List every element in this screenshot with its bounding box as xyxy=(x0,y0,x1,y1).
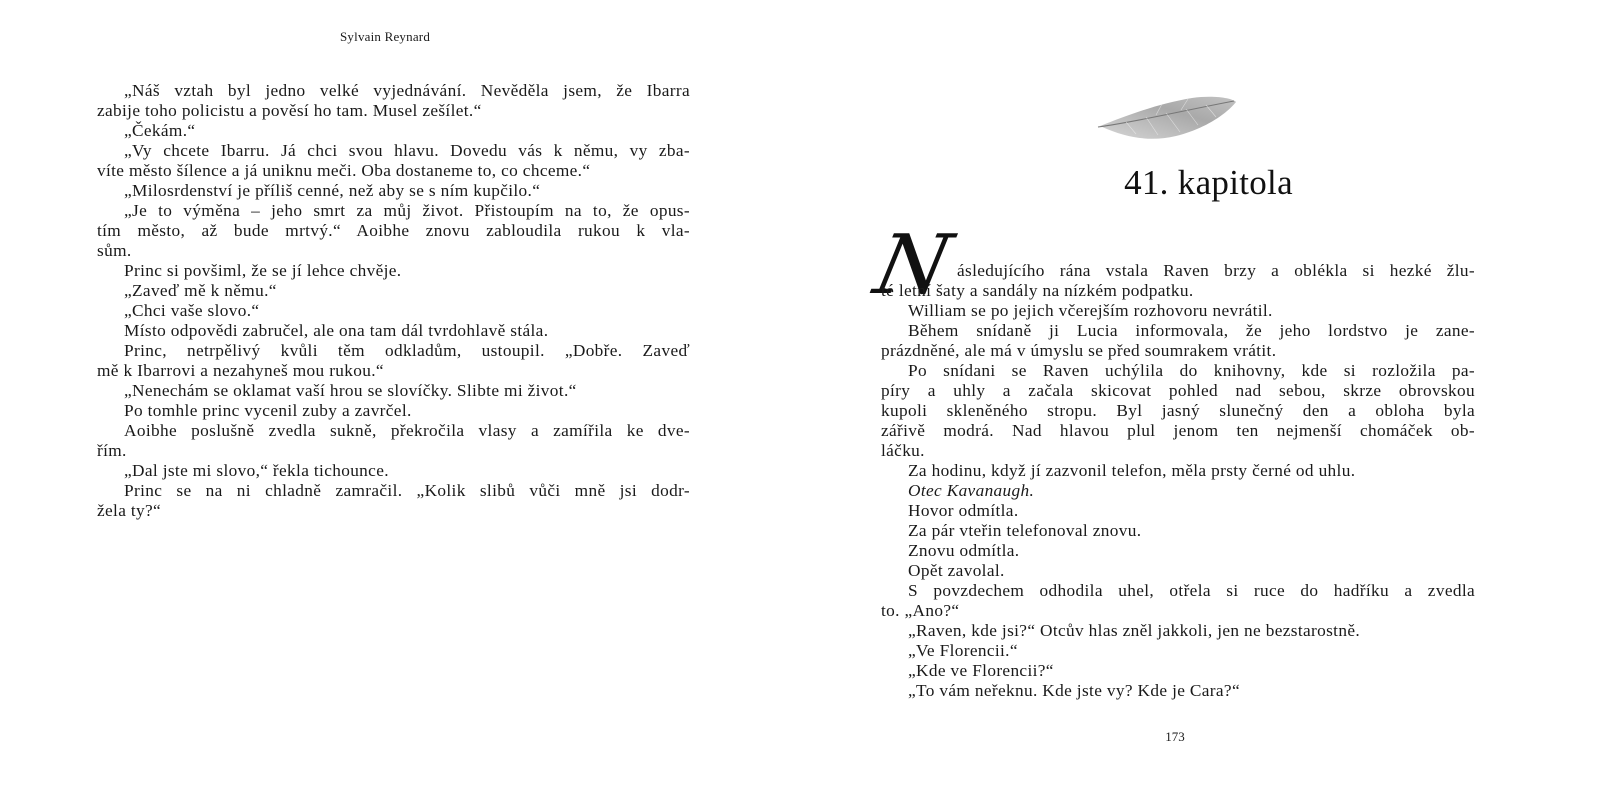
text-line: Za hodinu, když jí zazvonil telefon, měla prsty černé od uhlu. xyxy=(908,461,1356,480)
text-line: sům. xyxy=(97,241,132,260)
text-line: Princ, netrpělivý kvůli těm odkladům, ustoupil. „Dobře. Zaveď xyxy=(124,341,690,360)
text-line: Otec Kavanaugh. xyxy=(908,481,1035,500)
text-line: ásledujícího rána vstala Raven brzy a oblékla si hezké žlu- xyxy=(957,261,1475,280)
drop-cap: N xyxy=(867,218,959,313)
text-line: řím. xyxy=(97,441,127,460)
text-line: kupoli skleněného stropu. Byl jasný slunečný den a obloha byla xyxy=(881,401,1475,420)
text-line: tím město, až bude mrtvý.“ Aoibhe znovu zabloudila rukou k vla- xyxy=(97,221,690,240)
text-line: „Nenechám se oklamat vaší hrou se slovíčky. Slibte mi život.“ xyxy=(124,381,577,400)
text-line: té letní šaty a sandály na nízkém podpatku. xyxy=(881,281,1194,300)
text-line: Hovor odmítla. xyxy=(908,501,1019,520)
text-line: Po tomhle princ vycenil zuby a zavrčel. xyxy=(124,401,412,420)
text-line: to. „Ano?“ xyxy=(881,601,960,620)
text-line: prázdněné, ale má v úmyslu se před soumrakem vrátit. xyxy=(881,341,1277,360)
text-line: „Je to výměna – jeho smrt za můj život. Přistoupím na to, že opus- xyxy=(124,201,690,220)
text-line: „Zaveď mě k němu.“ xyxy=(124,281,277,300)
text-line: Princ si povšiml, že se jí lehce chvěje. xyxy=(124,261,402,280)
text-line: víte město šílence a já uniknu meči. Oba dostaneme to, co chceme.“ xyxy=(97,161,591,180)
text-line: S povzdechem odhodila uhel, otřela si ruce do hadříku a zvedla xyxy=(908,581,1475,600)
feather-icon xyxy=(1096,92,1238,148)
text-line: píry a uhly a začala skicovat pohled nad sebou, skrze obrovskou xyxy=(881,381,1475,400)
text-line: „To vám neřeknu. Kde jste vy? Kde je Cara?“ xyxy=(908,681,1240,700)
text-line: „Kde ve Florencii?“ xyxy=(908,661,1054,680)
text-line: „Raven, kde jsi?“ Otcův hlas zněl jakkoli, jen ne bezstarostně. xyxy=(908,621,1361,640)
text-line: Princ se na ni chladně zamračil. „Kolik slibů vůči mně jsi dodr- xyxy=(124,481,690,500)
text-line: „Vy chcete Ibarru. Já chci svou hlavu. Dovedu vás k němu, vy zba- xyxy=(124,141,690,160)
text-line: „Čekám.“ xyxy=(124,121,196,140)
text-line: zabije toho policistu a pověsí ho tam. Musel zešílet.“ xyxy=(97,101,482,120)
text-line: Během snídaně ji Lucia informovala, že jeho lordstvo je zane- xyxy=(908,321,1475,340)
text-line: „Dal jste mi slovo,“ řekla tichounce. xyxy=(124,461,389,480)
right-page xyxy=(800,0,1617,800)
text-line: Po snídani se Raven uchýlila do knihovny, kde si rozložila pa- xyxy=(908,361,1475,380)
text-line: „Náš vztah byl jedno velké vyjednávání. Nevěděla jsem, že Ibarra xyxy=(124,81,690,100)
text-line: Místo odpovědi zabručel, ale ona tam dál tvrdohlavě stála. xyxy=(124,321,549,340)
running-head-author: Sylvain Reynard xyxy=(340,29,431,44)
page-number: 173 xyxy=(1165,729,1185,744)
text-line: žela ty?“ xyxy=(97,501,162,520)
text-line: Za pár vteřin telefonoval znovu. xyxy=(908,521,1142,540)
text-line: „Chci vaše slovo.“ xyxy=(124,301,260,320)
text-line: „Milosrdenství je příliš cenné, než aby se s ním kupčilo.“ xyxy=(124,181,541,200)
text-line: láčku. xyxy=(881,441,925,460)
text-line: Aoibhe poslušně zvedla sukně, překročila vlasy a zamířila ke dve- xyxy=(124,421,690,440)
text-line: mě k Ibarrovi a nezahyneš mou rukou.“ xyxy=(97,361,384,380)
text-line: zářivě modrá. Nad hlavou plul jenom ten nejmenší chomáček ob- xyxy=(881,421,1475,440)
text-line: Znovu odmítla. xyxy=(908,541,1020,560)
left-page xyxy=(0,0,800,800)
chapter-title: 41. kapitola xyxy=(1124,163,1293,202)
text-line: Opět zavolal. xyxy=(908,561,1005,580)
text-line: William se po jejich včerejším rozhovoru nevrátil. xyxy=(908,301,1273,320)
text-line: „Ve Florencii.“ xyxy=(908,641,1018,660)
